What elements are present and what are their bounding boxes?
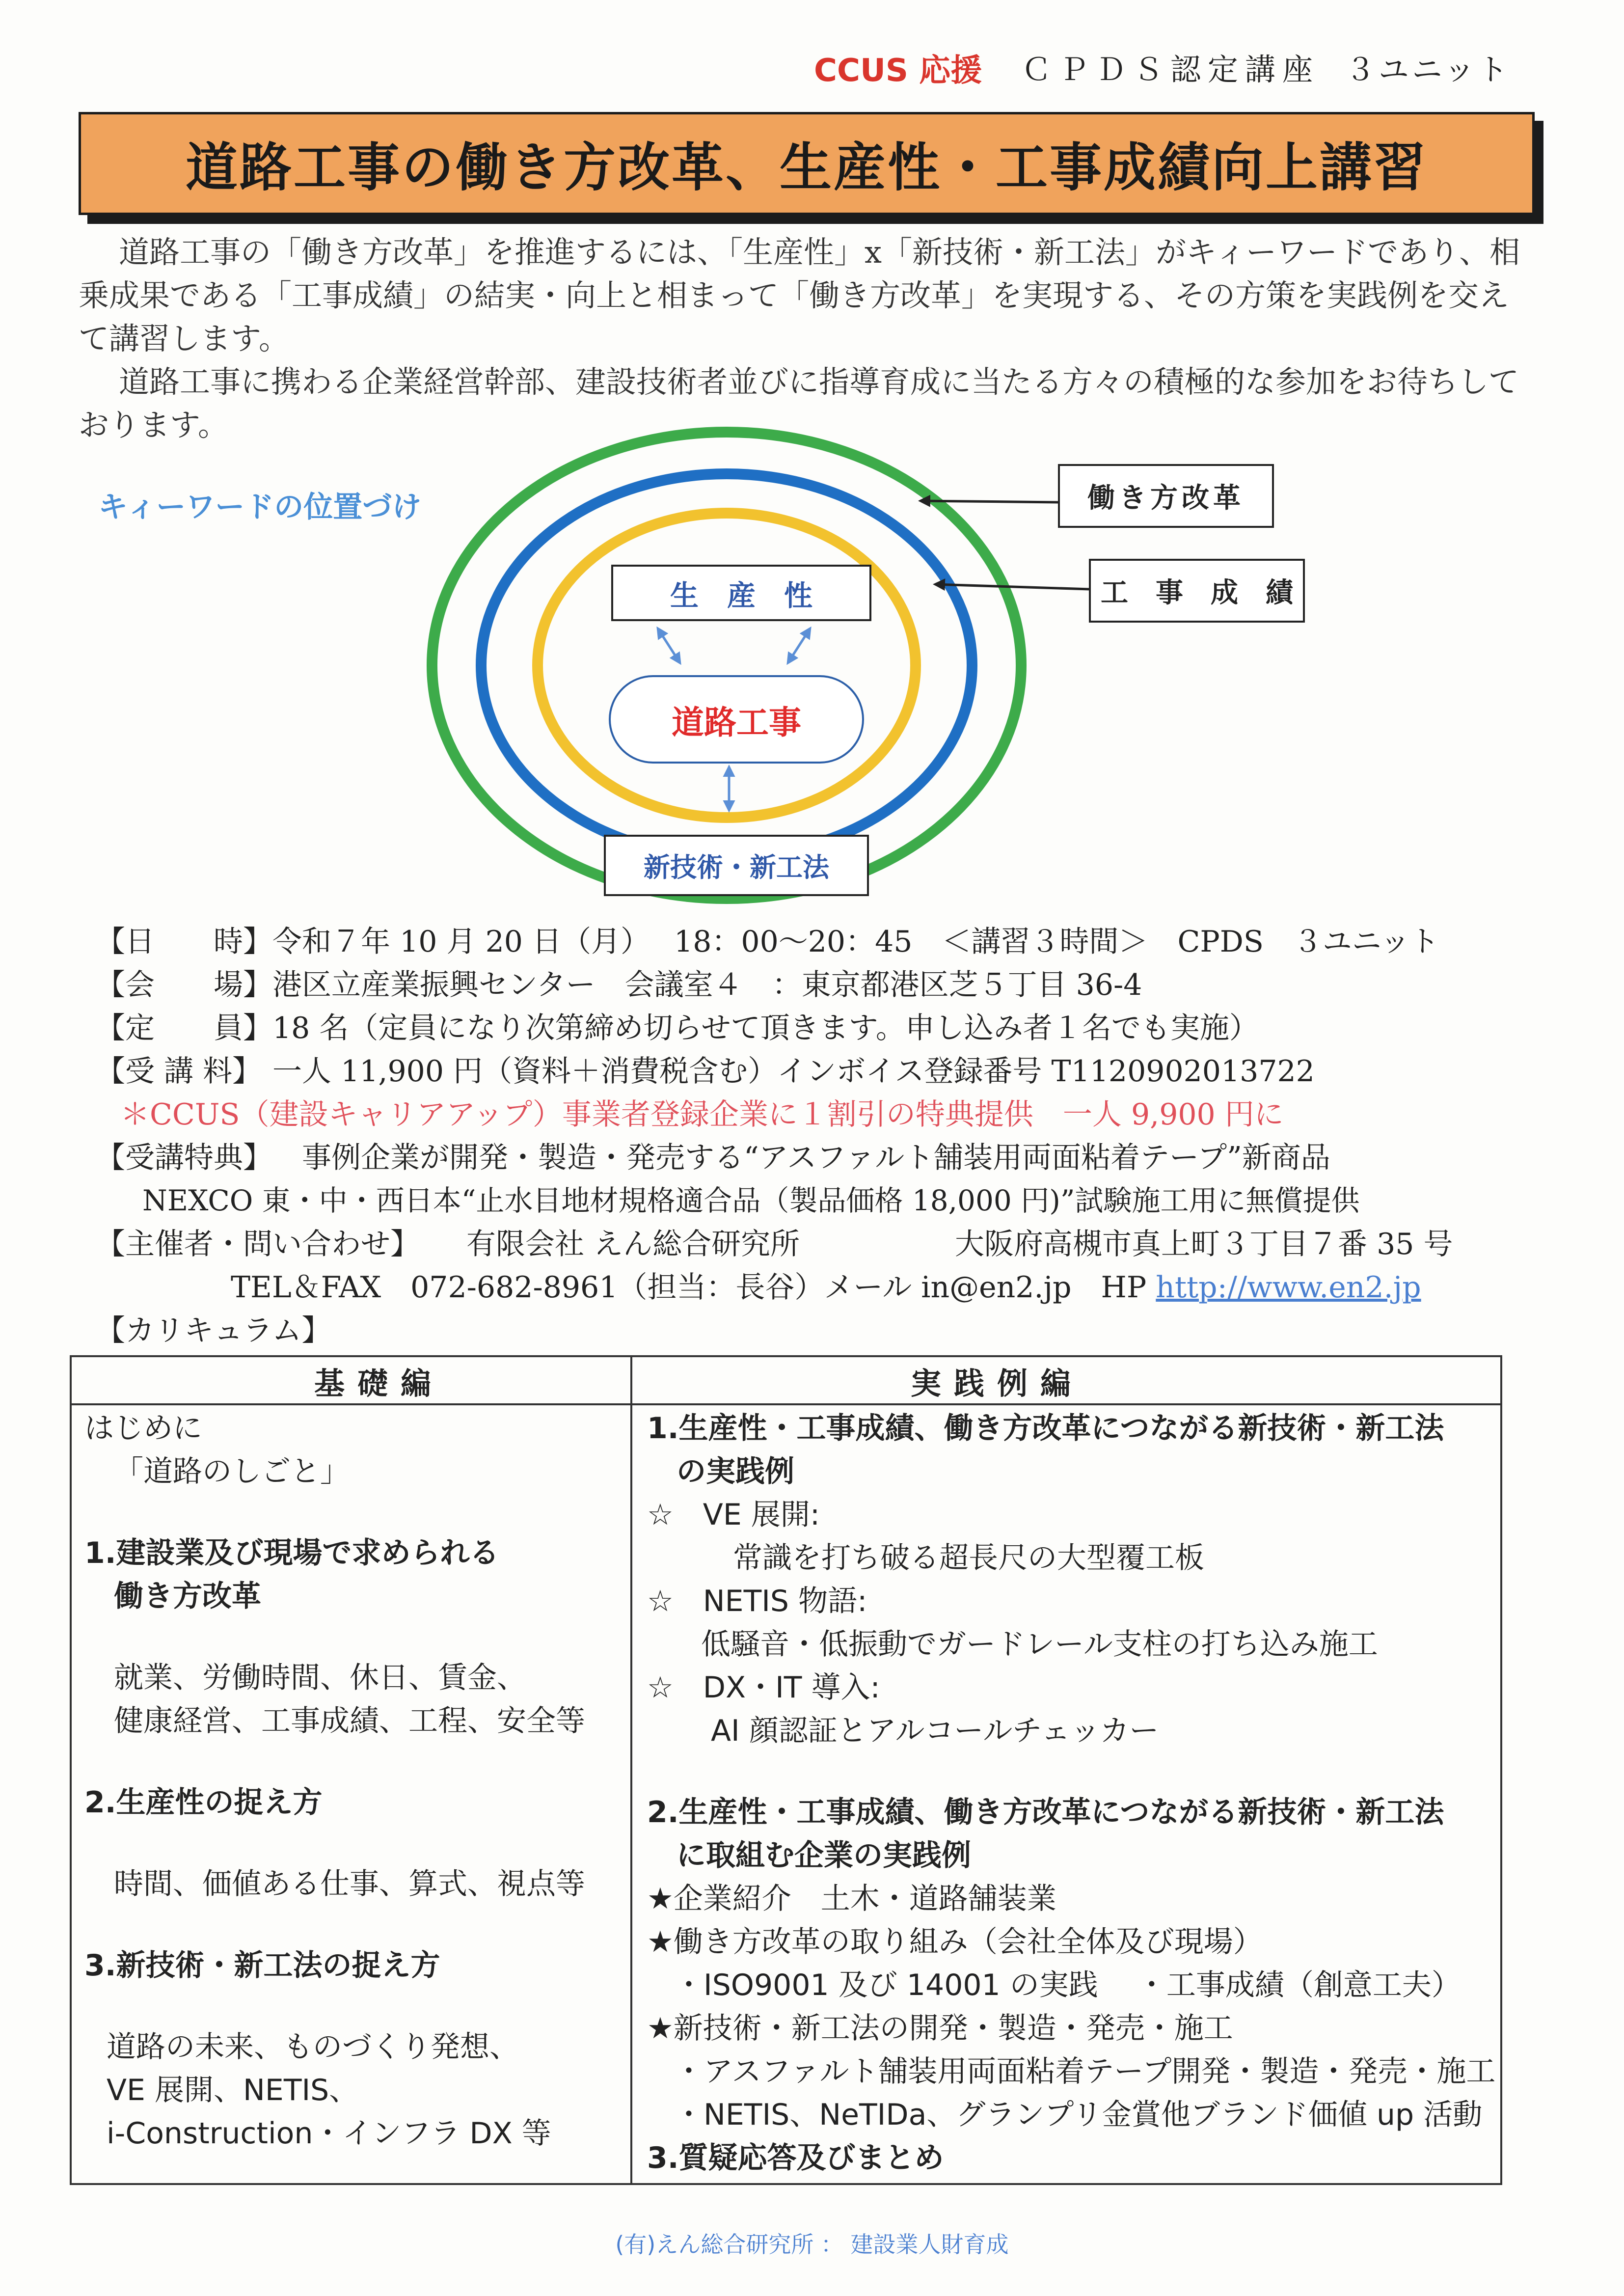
- capacity-value: 18 名（定員になり次第締め切らせて頂きます。申し込み者１名でも実施）: [272, 1011, 1259, 1045]
- practice-2-title-line2: に取組む企業の実践例: [677, 1838, 971, 1873]
- section-3-body-line3: i-Construction・インフラ DX 等: [107, 2116, 551, 2151]
- practice-3-title: 3.質疑応答及びまとめ: [647, 2141, 944, 2175]
- unit-count-label: ３ユニット: [1345, 52, 1511, 87]
- practice-2-title: 2.生産性・工事成績、働き方改革につながる新技術・新工法: [647, 1795, 1444, 1830]
- capacity-row: [96, 1005, 1259, 1047]
- netis-item-body: 低騒音・低振動でガードレール支柱の打ち込み施工: [701, 1627, 1378, 1662]
- fee-value: 一人 11,900 円（資料＋消費税含む）インボイス登録番号 T1120902013722: [272, 1054, 1315, 1089]
- new-tech-development-item-1: ・アスファルト舗装用両面粘着テープ開発・製造・発売・施工: [674, 2054, 1496, 2089]
- new-tech-development: ★新技術・新工法の開発・製造・発売・施工: [647, 2011, 1233, 2046]
- bonus-row: [96, 1134, 1330, 1176]
- capacity-label: 【定 員】: [96, 1011, 272, 1045]
- section-1-body-line2: 健康経営、工事成績、工程、安全等: [114, 1704, 585, 1738]
- section-2-body: 時間、価値ある仕事、算式、視点等: [114, 1867, 585, 1901]
- organizer-address: 大阪府高槻市真上町３丁目７番 35 号: [955, 1227, 1453, 1261]
- practice-column: [647, 1407, 1495, 2180]
- title-banner: [79, 112, 1535, 215]
- bonus-value: 事例企業が開発・製造・発売する“アスファルト舗装用両面粘着テープ”新商品: [302, 1141, 1330, 1175]
- intro-paragraph-1: 道路工事の「働き方改革」を推進するには、「生産性」x「新技術・新工法」がキィーワードであり、相乗成果である「工事成績」の結実・向上と相まって「働き方改革」を実現する、その方策を実践例を交えて講習します。: [79, 234, 1520, 356]
- ve-item: ☆ VE 展開:: [647, 1498, 820, 1532]
- work-style-reform-box: 働き方改革: [1058, 464, 1274, 528]
- practice-column-header: 実践例編: [911, 1366, 1084, 1401]
- page-title: 道路工事の働き方改革、生産性・工事成績向上講習: [186, 137, 1428, 198]
- intro-paragraph-2: 道路工事に携わる企業経営幹部、建設技術者並びに指導育成に当たる方々の積極的な参加をお待ちしております。: [79, 364, 1519, 443]
- dx-item: ☆ DX・IT 導入:: [647, 1670, 880, 1705]
- ccus-discount-note: ＊CCUS（建設キャリアアップ）事業者登録企業に１割引の特典提供 一人 9,900 円に: [120, 1097, 1284, 1132]
- basics-column-header: 基礎編: [314, 1366, 444, 1401]
- bonus-label: 【受講特典】: [96, 1141, 272, 1175]
- intro-subtitle: 「道路のしごと」: [114, 1454, 350, 1489]
- fee-row: [96, 1048, 1315, 1090]
- venue-value: 港区立産業振興センター 会議室４ ：東京都港区芝５丁目 36-4: [272, 968, 1142, 1002]
- section-1-title-line2: 働き方改革: [114, 1579, 261, 1613]
- venue-row: [96, 961, 1142, 1004]
- ccus-support-label: CCUS 応援: [814, 53, 982, 89]
- new-tech-development-item-2: ・NETIS、NeTIDa、グランプリ金賞他ブランド価値 up 活動: [674, 2098, 1483, 2132]
- cpds-course-label: ＣＰＤＳ認定講座: [1021, 52, 1320, 87]
- section-2-title: 2.生産性の捉え方: [84, 1785, 323, 1820]
- reform-efforts-body: ・ISO9001 及び 14001 の実践 ・工事成績（創意工夫）: [674, 1968, 1461, 2002]
- table-column-divider: [630, 1355, 632, 2185]
- organizer-label: 【主催者・問い合わせ】: [96, 1227, 420, 1261]
- keyword-diagram-label: キィーワードの位置づけ: [98, 490, 422, 524]
- date-label: 【日 時】: [96, 925, 272, 959]
- contact-row: [231, 1264, 1421, 1306]
- company-intro: ★企業紹介 土木・道路舗装業: [647, 1882, 1056, 1916]
- section-1-body: 就業、労働時間、休日、賃金、: [114, 1661, 526, 1695]
- middle-ring-construction-score: [481, 474, 972, 857]
- contact-info: TEL＆FAX 072-682-8961（担当：長谷）メール in@en2.jp HP: [231, 1270, 1147, 1305]
- netis-item: ☆ NETIS 物語:: [647, 1584, 867, 1618]
- productivity-box: 生 産 性: [611, 565, 871, 621]
- basics-column: [84, 1407, 585, 2155]
- inner-ring: [538, 513, 916, 818]
- venue-label: 【会 場】: [96, 968, 272, 1002]
- section-3-title: 3.新技術・新工法の捉え方: [84, 1948, 440, 1983]
- pointer-outer: [920, 501, 1060, 502]
- date-row: [96, 918, 1439, 960]
- road-works-center: 道路工事: [609, 675, 864, 764]
- reform-efforts: ★働き方改革の取り組み（会社全体及び現場）: [647, 1925, 1263, 1959]
- intro-title: はじめに: [84, 1411, 202, 1446]
- practice-1-title-line2: の実践例: [677, 1454, 794, 1489]
- arrow-productivity-left: [658, 629, 680, 663]
- arrow-productivity-right: [788, 629, 810, 663]
- bonus-line-2: NEXCO 東・中・西日本“止水目地材規格適合品（製品価格 18,000 円)”試験施工用に無償提供: [142, 1184, 1360, 1217]
- footer: (有)えん総合研究所 ： 建設業人財育成: [615, 2231, 1009, 2258]
- table-header-divider: [70, 1403, 1502, 1405]
- section-3-body: 道路の未来、ものづくり発想、: [107, 2030, 519, 2064]
- homepage-link[interactable]: http://www.en2.jp: [1156, 1270, 1421, 1305]
- dx-item-body: AI 顔認証とアルコールチェッカー: [711, 1714, 1159, 1748]
- practice-1-title: 1.生産性・工事成績、働き方改革につながる新技術・新工法: [647, 1411, 1444, 1446]
- organizer-row: [96, 1221, 1453, 1263]
- date-value: 令和７年 10 月 20 日（月） 18：00～20：45 ＜講習３時間＞ CPDS ３ユニット: [272, 925, 1439, 959]
- new-technology-box: 新技術・新工法: [604, 835, 869, 896]
- fee-label: 【受 講 料】: [96, 1054, 262, 1089]
- curriculum-label: 【カリキュラム】: [96, 1313, 331, 1348]
- ve-item-body: 常識を打ち破る超長尺の大型覆工板: [733, 1541, 1204, 1575]
- section-1-title: 1.建設業及び現場で求められる: [84, 1536, 499, 1570]
- pointer-middle: [935, 584, 1090, 589]
- construction-score-box: 工 事 成 績: [1089, 559, 1305, 623]
- section-3-body-line2: VE 展開、NETIS、: [107, 2073, 359, 2107]
- organizer-name: 有限会社 えん総合研究所: [466, 1227, 800, 1261]
